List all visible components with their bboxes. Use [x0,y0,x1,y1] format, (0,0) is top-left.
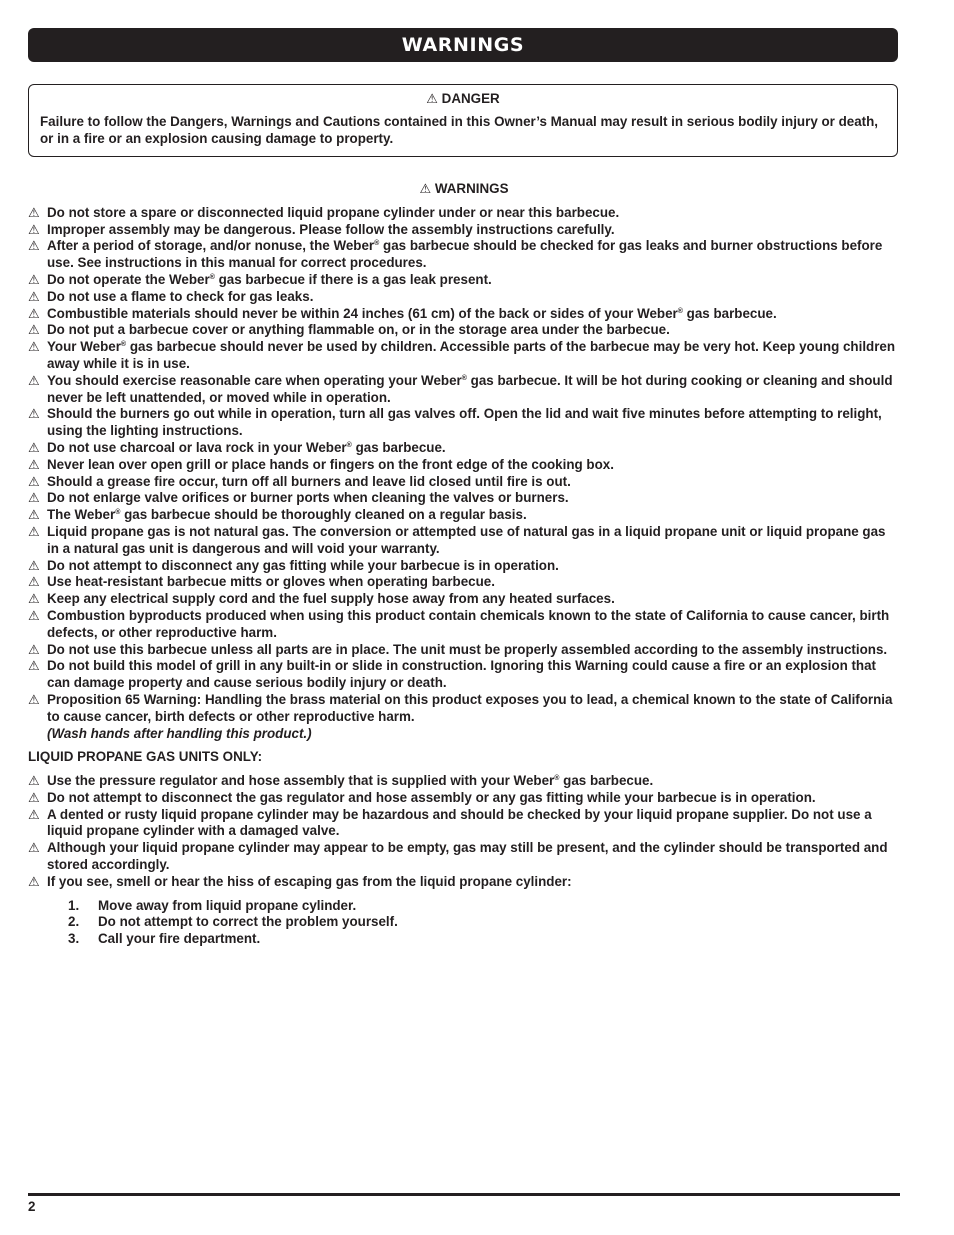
warning-text: Liquid propane gas is not natural gas. The conversion or attempted use of natural gas in a liquid propane unit or liquid propane gas in a natural gas unit is dangerous and will void your warranty. [47,523,886,556]
warning-item [28,222,900,239]
warning-triangle-icon: ⚠ [28,840,40,856]
step-number: 2. [68,914,80,930]
warning-triangle-icon: ⚠ [28,507,40,523]
warning-item [28,608,900,642]
step-number: 3. [68,931,80,947]
warning-triangle-icon: ⚠ [28,789,40,805]
warning-text: Do not put a barbecue cover or anything flammable on, or in the storage area under the barbecue. [47,322,670,338]
warning-triangle-icon: ⚠ [28,641,40,657]
warning-text: Do not use charcoal or lava rock in your Weber [47,439,347,455]
warning-triangle-icon: ⚠ [28,490,40,506]
warning-item [28,322,900,339]
warning-triangle-icon: ⚠ [28,607,40,623]
warning-text: A dented or rusty liquid propane cylinder may be hazardous and should be checked by your liquid propane supplier. Do not use a liquid propane cylinder with a damaged valve. [47,806,872,839]
registered-mark: ® [374,240,380,248]
warning-triangle-icon: ⚠ [426,91,438,106]
step-item [68,914,900,931]
warning-triangle-icon: ⚠ [28,873,40,889]
warning-triangle-icon: ⚠ [28,305,40,321]
warning-item [28,289,900,306]
registered-mark: ® [209,273,215,281]
warnings-content [28,181,900,948]
warning-triangle-icon: ⚠ [28,339,40,355]
warning-triangle-icon: ⚠ [28,523,40,539]
warning-text: After a period of storage, and/or nonuse, the Weber [47,238,375,254]
warning-text: gas barbecue should be thoroughly cleaned on a regular basis. [124,507,527,523]
registered-mark: ® [346,441,352,449]
warning-text: Do not operate the Weber [47,271,210,287]
warning-triangle-icon: ⚠ [28,691,40,707]
warning-text: Combustible materials should never be within 24 inches (61 cm) of the back or sides of your Weber [47,305,678,321]
warning-triangle-icon: ⚠ [419,181,432,196]
registered-mark: ® [554,775,560,783]
warning-item [28,490,900,507]
warning-text: Keep any electrical supply cord and the fuel supply hose away from any heated surfaces. [47,591,615,607]
page-title: WARNINGS [401,34,525,56]
warning-text: gas barbecue if there is a gas leak present. [218,271,492,287]
warning-item [28,306,900,323]
step-item [68,898,900,915]
warning-text: Never lean over open grill or place hands or fingers on the front edge of the cooking box. [47,456,614,472]
warning-text: Do not store a spare or disconnected liquid propane cylinder under or near this barbecue. [47,204,620,220]
lp-steps-list [28,898,900,948]
warning-item [28,373,900,407]
registered-mark: ® [677,307,683,315]
lp-warnings-list [28,773,900,891]
warning-triangle-icon: ⚠ [28,238,40,254]
warning-text: Should the burners go out while in operation, turn all gas valves off. Open the lid and wait five minutes before attempting to relight, using the lighting instructions. [47,406,882,439]
warning-text: Use the pressure regulator and hose assembly that is supplied with your Weber [47,773,555,789]
warning-item [28,524,900,558]
warning-item [28,457,900,474]
registered-mark: ® [120,341,127,349]
warning-item [28,642,900,659]
danger-box [28,84,898,157]
warning-item [28,574,900,591]
warning-item [28,591,900,608]
warning-text: Do not use this barbecue unless all parts are in place. The unit must be properly assembled according to the assembly instructions. [47,641,888,657]
warning-item [28,692,900,742]
danger-title-text: DANGER [441,91,500,106]
warning-text: gas barbecue. [355,439,446,455]
warning-triangle-icon: ⚠ [28,204,40,220]
step-number: 1. [68,897,80,913]
warning-text: Do not enlarge valve orifices or burner ports when cleaning the valves or burners. [47,490,569,506]
header-bar [28,28,898,62]
warning-text: You should exercise reasonable care when operating your Weber [47,372,462,388]
warnings-title [28,181,900,198]
registered-mark: ® [461,374,467,382]
warning-item [28,205,900,222]
warning-triangle-icon: ⚠ [28,773,40,789]
warning-item [28,474,900,491]
warning-item [28,840,900,874]
warning-text: Do not use a flame to check for gas leaks. [47,288,314,304]
warning-text: Do not attempt to disconnect any gas fitting while your barbecue is in operation. [47,557,559,573]
warning-text: Use heat-resistant barbecue mitts or gloves when operating barbecue. [47,574,495,590]
warning-item [28,272,900,289]
warning-text: gas barbecue should never be used by children. Accessible parts of the barbecue may be very hot. Keep young children away while it is in use. [47,339,896,371]
warning-item [28,558,900,575]
warning-triangle-icon: ⚠ [28,574,40,590]
warning-text: If you see, smell or hear the hiss of escaping gas from the liquid propane cylinder: [47,873,572,889]
warning-text: Do not attempt to disconnect the gas regulator and hose assembly or any gas fitting while your barbecue is in operation. [47,789,816,805]
warning-text: gas barbecue. [563,773,654,789]
step-text: Call your fire department. [98,931,261,947]
warning-item [28,658,900,692]
warning-text: Improper assembly may be dangerous. Please follow the assembly instructions carefully. [47,221,615,237]
warning-item [28,874,900,891]
warning-triangle-icon: ⚠ [28,271,40,287]
warning-item [28,238,900,272]
warning-item [28,339,900,373]
step-item [68,931,900,948]
warning-text: Proposition 65 Warning: Handling the brass material on this product exposes you to lead, a chemical known to the state of California to cause cancer, birth defects or other reproductive harm. [47,691,893,724]
registered-mark: ® [115,509,121,517]
warning-text: gas barbecue. It will be hot during cooking or cleaning and should never be left unattended, or moved while in operation. [47,372,893,405]
warning-text: Although your liquid propane cylinder may appear to be empty, gas may still be present, and the cylinder should be transported and stored accordingly. [47,840,888,873]
warning-item [28,406,900,440]
warnings-list [28,205,900,743]
warning-text: Combustion byproducts produced when using this product contain chemicals known to the state of California to cause cancer, birth defects, or other reproductive harm. [47,607,890,640]
step-text: Do not attempt to correct the problem yourself. [98,914,398,930]
warning-triangle-icon: ⚠ [28,439,40,455]
warning-text: The Weber [47,507,116,523]
warning-item [28,807,900,841]
warning-triangle-icon: ⚠ [28,221,40,237]
warning-triangle-icon: ⚠ [28,591,40,607]
warning-triangle-icon: ⚠ [28,806,40,822]
warning-triangle-icon: ⚠ [28,473,40,489]
footer-rule [28,1193,900,1196]
step-text: Move away from liquid propane cylinder. [98,897,357,913]
warning-triangle-icon: ⚠ [28,456,40,472]
danger-title [40,90,886,107]
warning-note: (Wash hands after handling this product.) [47,725,312,741]
warning-item [28,507,900,524]
danger-text: Failure to follow the Dangers, Warnings and Cautions contained in this Owner’s Manual may result in serious bodily injury or death, or in a fire or an explosion causing damage to property. [40,114,879,146]
lp-section-heading: LIQUID PROPANE GAS UNITS ONLY: [28,749,263,765]
warning-text: Do not build this model of grill in any built-in or slide in construction. Ignoring this Warning could cause a fire or an explosion that can damage property and cause serious bodily injury or death. [47,658,877,691]
page-number: 2 [28,1199,36,1214]
warning-triangle-icon: ⚠ [28,322,40,338]
warning-text: Your Weber [47,339,121,355]
warning-triangle-icon: ⚠ [28,658,40,674]
warning-triangle-icon: ⚠ [28,406,40,422]
warning-triangle-icon: ⚠ [28,372,40,388]
warning-text: Should a grease fire occur, turn off all burners and leave lid closed until fire is out. [47,473,571,489]
warning-item [28,790,900,807]
warnings-title-text: WARNINGS [434,181,509,196]
warning-text: gas barbecue. [686,305,777,321]
warning-item [28,773,900,790]
warning-triangle-icon: ⚠ [28,557,40,573]
warning-item [28,440,900,457]
warning-triangle-icon: ⚠ [28,288,40,304]
warning-text: gas barbecue should be checked for gas leaks and burner obstructions before use. See instructions in this manual for correct procedures. [47,238,883,271]
